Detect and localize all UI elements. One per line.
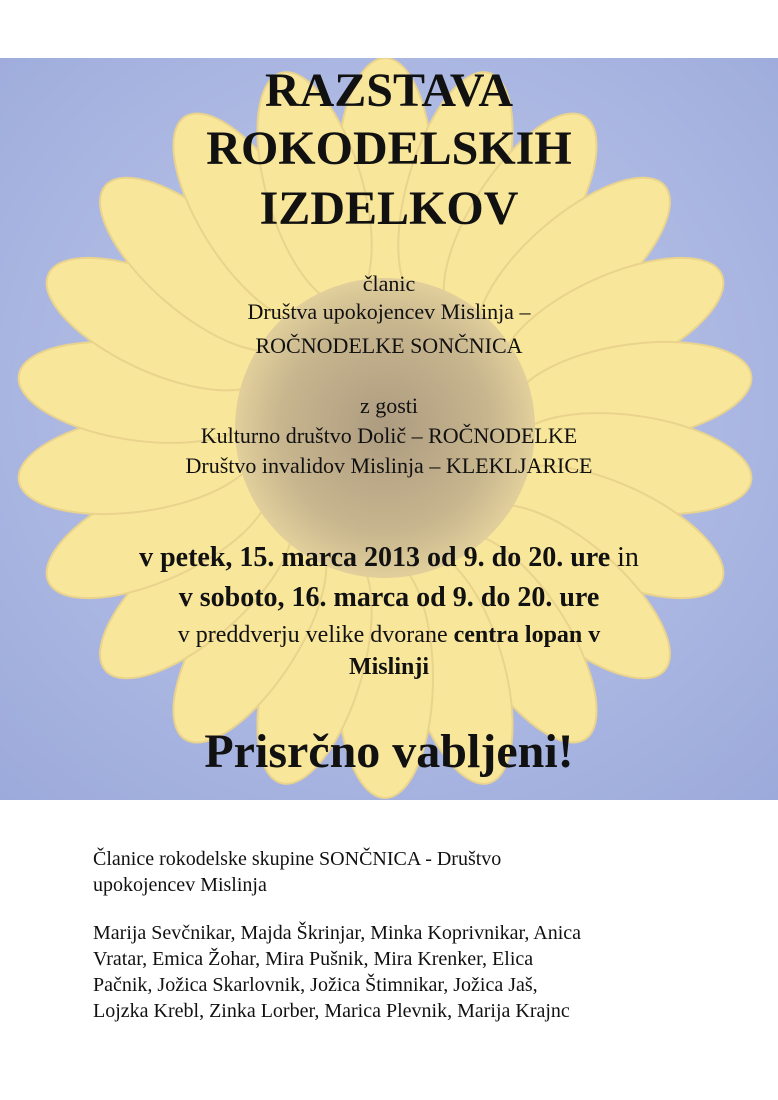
schedule-day-1 bbox=[0, 542, 778, 574]
guests-intro: z gosti bbox=[359, 393, 419, 418]
member-list-line-4: Lojzka Krebl, Zinka Lorber, Marica Plevnik, Marija Krajnc bbox=[93, 1000, 570, 1022]
member-list-line-2: Vratar, Emica Žohar, Mira Pušnik, Mira Krenker, Elica bbox=[93, 948, 534, 970]
guest-2: Društvo invalidov Mislinja – KLEKLJARICE bbox=[185, 453, 593, 478]
schedule-day-2-date: v soboto, 16. marca od 9. do 20. ure bbox=[178, 582, 600, 613]
member-list-line-3: Pačnik, Jožica Skarlovnik, Jožica Štimnikar, Jožica Jaš, bbox=[93, 974, 538, 996]
host-group: ROČNODELKE SONČNICA bbox=[255, 333, 523, 358]
title-line-2: ROKODELSKIH bbox=[206, 122, 572, 175]
schedule-day-2 bbox=[0, 582, 778, 614]
schedule-conjunction: in bbox=[610, 542, 639, 573]
title-line-3: IZDELKOV bbox=[259, 182, 519, 235]
poster-background bbox=[0, 58, 778, 800]
footer-heading-line-1: Članice rokodelske skupine SONČNICA - Društvo bbox=[93, 848, 502, 870]
venue-name-2: Mislinji bbox=[348, 654, 429, 680]
venue-line-1 bbox=[0, 620, 778, 650]
invitation-text: Prisrčno vabljeni! bbox=[204, 725, 574, 778]
footer-heading bbox=[93, 846, 693, 898]
member-list bbox=[93, 920, 693, 1024]
footer-heading-line-2: upokojencev Mislinja bbox=[93, 874, 267, 896]
venue-prefix: v preddverju velike dvorane bbox=[177, 622, 454, 648]
venue-line-2 bbox=[0, 652, 778, 682]
host-intro: članic bbox=[362, 271, 416, 296]
title-line-1: RAZSTAVA bbox=[264, 64, 514, 117]
member-list-line-1: Marija Sevčnikar, Majda Škrinjar, Minka Koprivnikar, Anica bbox=[93, 922, 582, 944]
guest-1: Kulturno društvo Dolič – ROČNODELKE bbox=[200, 423, 578, 448]
schedule-day-1-date: v petek, 15. marca 2013 od 9. do 20. ure bbox=[139, 542, 611, 573]
host-org: Društva upokojencev Mislinja – bbox=[247, 299, 531, 324]
venue-name-1: centra lopan v bbox=[453, 622, 601, 648]
